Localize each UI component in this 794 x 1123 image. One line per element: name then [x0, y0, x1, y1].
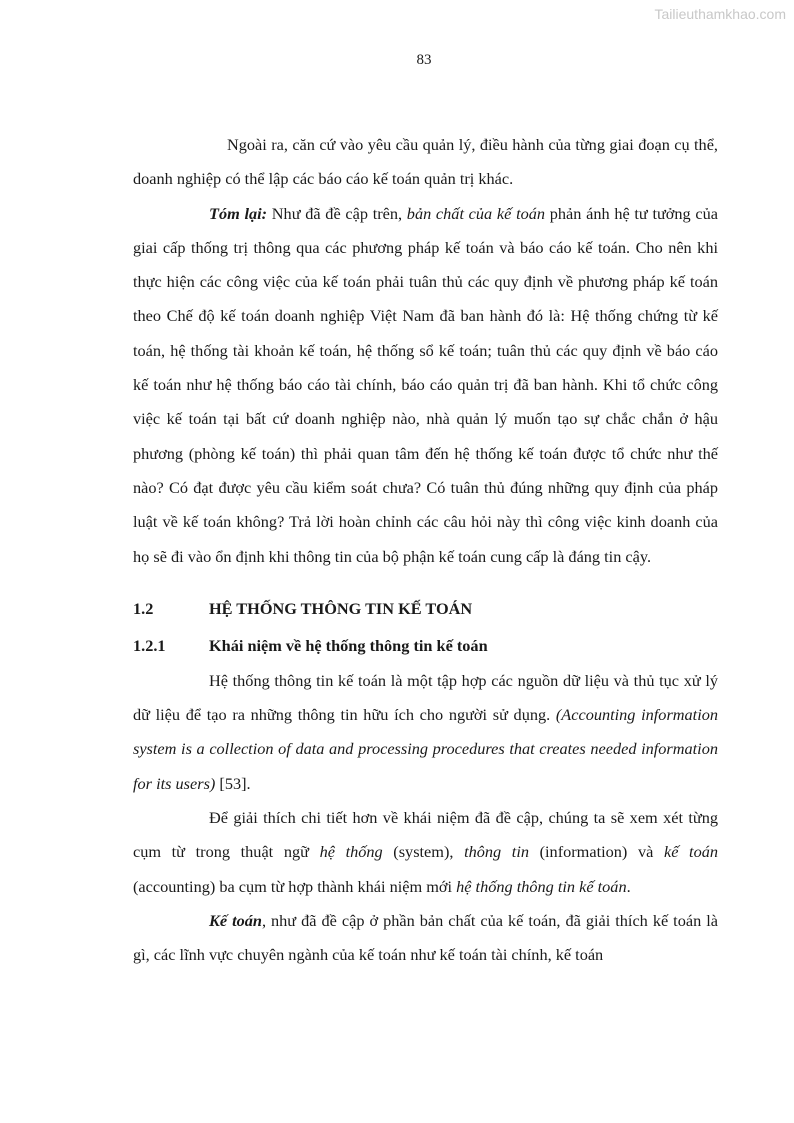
- term-ais: hệ thống thông tin kế toán: [456, 876, 627, 896]
- explanation-text-4: (accounting) ba cụm từ hợp thành khái niệm mới: [133, 876, 457, 896]
- subsection-heading: [133, 628, 718, 664]
- paragraph-intro: Ngoài ra, căn cứ vào yêu cầu quản lý, điều hành của từng giai đoạn cụ thể, doanh nghiệp có thể lập các báo cáo kế toán quản trị khác.: [133, 135, 718, 189]
- explanation-text-2: (system),: [382, 842, 465, 862]
- page-number: 83: [416, 52, 432, 68]
- paragraph-definition: [133, 664, 718, 801]
- accounting-text-1: , như đã đề cập ở phần bản chất của kế toán, đã giải thích kế toán là gì, các lĩnh vực chuyên ngành của kế toán như kế toán tài chính, kế toán: [133, 910, 718, 965]
- summary-text-2: phản ánh hệ tư tưởng của giai cấp thống trị thông qua các phương pháp kế toán và báo cáo kế toán. Cho nên khi thực hiện các công việc của kế toán phải tuân thủ các quy định về phương pháp kế toán theo Chế độ kế toán doanh nghiệp Việt Nam đã ban hành đó là: Hệ thống chứng từ kế toán, hệ thống tài khoản kế toán, hệ thống sổ kế toán; tuân thủ các quy định về báo cáo kế toán như hệ thống báo cáo tài chính, báo cáo quản trị đã ban hành. Khi tổ chức công việc kế toán tại bất cứ doanh nghiệp nào, nhà quản lý muốn tạo sự chắc chắn ở hậu phương (phòng kế toán) thì phải quan tâm đến hệ thống kế toán được tổ chức như thế nào? Có đạt được yêu cầu kiểm soát chưa? Có tuân thủ đúng những quy định của pháp luật về kế toán không? Trả lời hoàn chỉnh các câu hỏi này thì công việc kinh doanh của họ sẽ đi vào ổn định khi thông tin của bộ phận kế toán cung cấp là đáng tin cậy.: [133, 203, 719, 566]
- summary-emphasis: bản chất của kế toán: [406, 203, 546, 223]
- accounting-lead: Kế toán: [209, 910, 262, 930]
- definition-text-1: Hệ thống thông tin kế toán là một tập hợp các nguồn dữ liệu và thủ tục xử lý dữ liệu để tạo ra những thông tin hữu ích cho người sử dụng.: [133, 670, 718, 725]
- definition-english: (Accounting information system is a collection of data and processing procedures that creates needed information for its users): [133, 705, 719, 793]
- document-body: [133, 128, 718, 973]
- term-system: hệ thống: [319, 842, 383, 862]
- term-accounting: kế toán: [663, 842, 718, 862]
- section-title: HỆ THỐNG THÔNG TIN KẾ TOÁN: [209, 598, 473, 618]
- section-number: 1.2: [133, 598, 154, 618]
- explanation-text-3: (information) và: [528, 842, 664, 862]
- subsection-number: 1.2.1: [133, 635, 166, 655]
- explanation-text-1: Để giải thích chi tiết hơn về khái niệm đã đề cập, chúng ta sẽ xem xét từng cụm từ trong thuật ngữ: [133, 808, 718, 862]
- term-information: thông tin: [464, 842, 529, 862]
- section-heading: [133, 590, 718, 628]
- paragraph-summary: [133, 197, 718, 574]
- paragraph-explanation: [133, 801, 718, 904]
- watermark: Tailieuthamkhao.com: [654, 6, 786, 22]
- paragraph-accounting: [133, 904, 718, 973]
- subsection-title: Khái niệm về hệ thống thông tin kế toán: [209, 635, 488, 655]
- summary-lead: Tóm lại:: [209, 203, 268, 223]
- explanation-text-5: .: [626, 876, 631, 896]
- summary-text-1: Như đã đề cập trên,: [267, 203, 407, 223]
- definition-citation: [53].: [215, 773, 251, 793]
